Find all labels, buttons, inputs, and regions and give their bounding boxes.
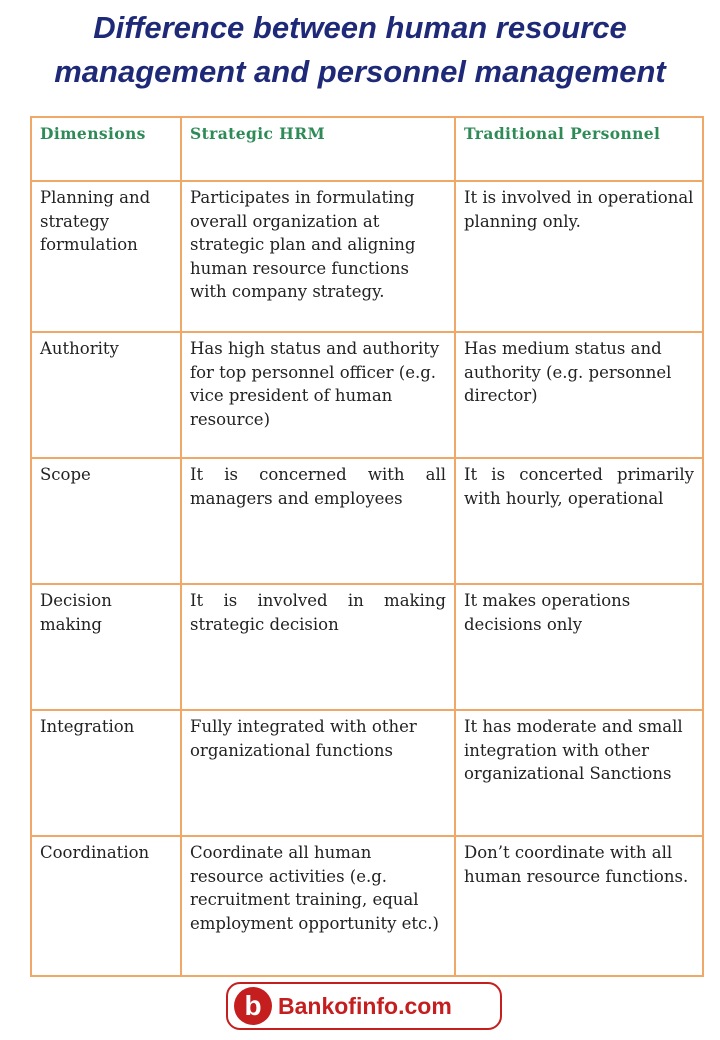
row-traditional-personnel: It is concerted primarily with hourly, operational (455, 458, 703, 584)
row-strategic-hrm: Participates in formulating overall organization at strategic plan and aligning human resource functions with company strategy. (181, 181, 455, 332)
row-strategic-hrm: Fully integrated with other organizational functions (181, 710, 455, 836)
logo-b-icon: b (234, 987, 272, 1025)
row-traditional-personnel: It makes operations decisions only (455, 584, 703, 710)
page-title (0, 6, 720, 94)
row-dimension: Integration (31, 710, 181, 836)
table-row (31, 332, 703, 458)
row-traditional-personnel: Don’t coordinate with all human resource functions. (455, 836, 703, 976)
row-strategic-hrm: Has high status and authority for top personnel officer (e.g. vice president of human resource) (181, 332, 455, 458)
row-strategic-hrm: It is concerned with all managers and employees (181, 458, 455, 584)
table-header-row (31, 117, 703, 181)
bankofinfo-logo[interactable] (226, 982, 502, 1030)
row-dimension: Authority (31, 332, 181, 458)
row-dimension: Decision making (31, 584, 181, 710)
row-traditional-personnel: It is involved in operational planning only. (455, 181, 703, 332)
table-row (31, 836, 703, 976)
header-traditional-personnel: Traditional Personnel (455, 117, 703, 181)
row-dimension: Scope (31, 458, 181, 584)
row-strategic-hrm: It is involved in making strategic decision (181, 584, 455, 710)
table-row (31, 584, 703, 710)
row-dimension: Planning and strategy formulation (31, 181, 181, 332)
row-traditional-personnel: Has medium status and authority (e.g. personnel director) (455, 332, 703, 458)
table-row (31, 458, 703, 584)
row-strategic-hrm: Coordinate all human resource activities (e.g. recruitment training, equal employment opportunity etc.) (181, 836, 455, 976)
header-strategic-hrm: Strategic HRM (181, 117, 455, 181)
logo-text: Bankofinfo.com (278, 992, 452, 1019)
row-traditional-personnel: It has moderate and small integration with other organizational Sanctions (455, 710, 703, 836)
page-title-line-2: management and personnel management (54, 54, 666, 89)
row-dimension: Coordination (31, 836, 181, 976)
page-title-line-1: Difference between human resource (93, 10, 627, 45)
header-dimensions: Dimensions (31, 117, 181, 181)
table-row (31, 181, 703, 332)
table-row (31, 710, 703, 836)
comparison-table (30, 116, 704, 977)
